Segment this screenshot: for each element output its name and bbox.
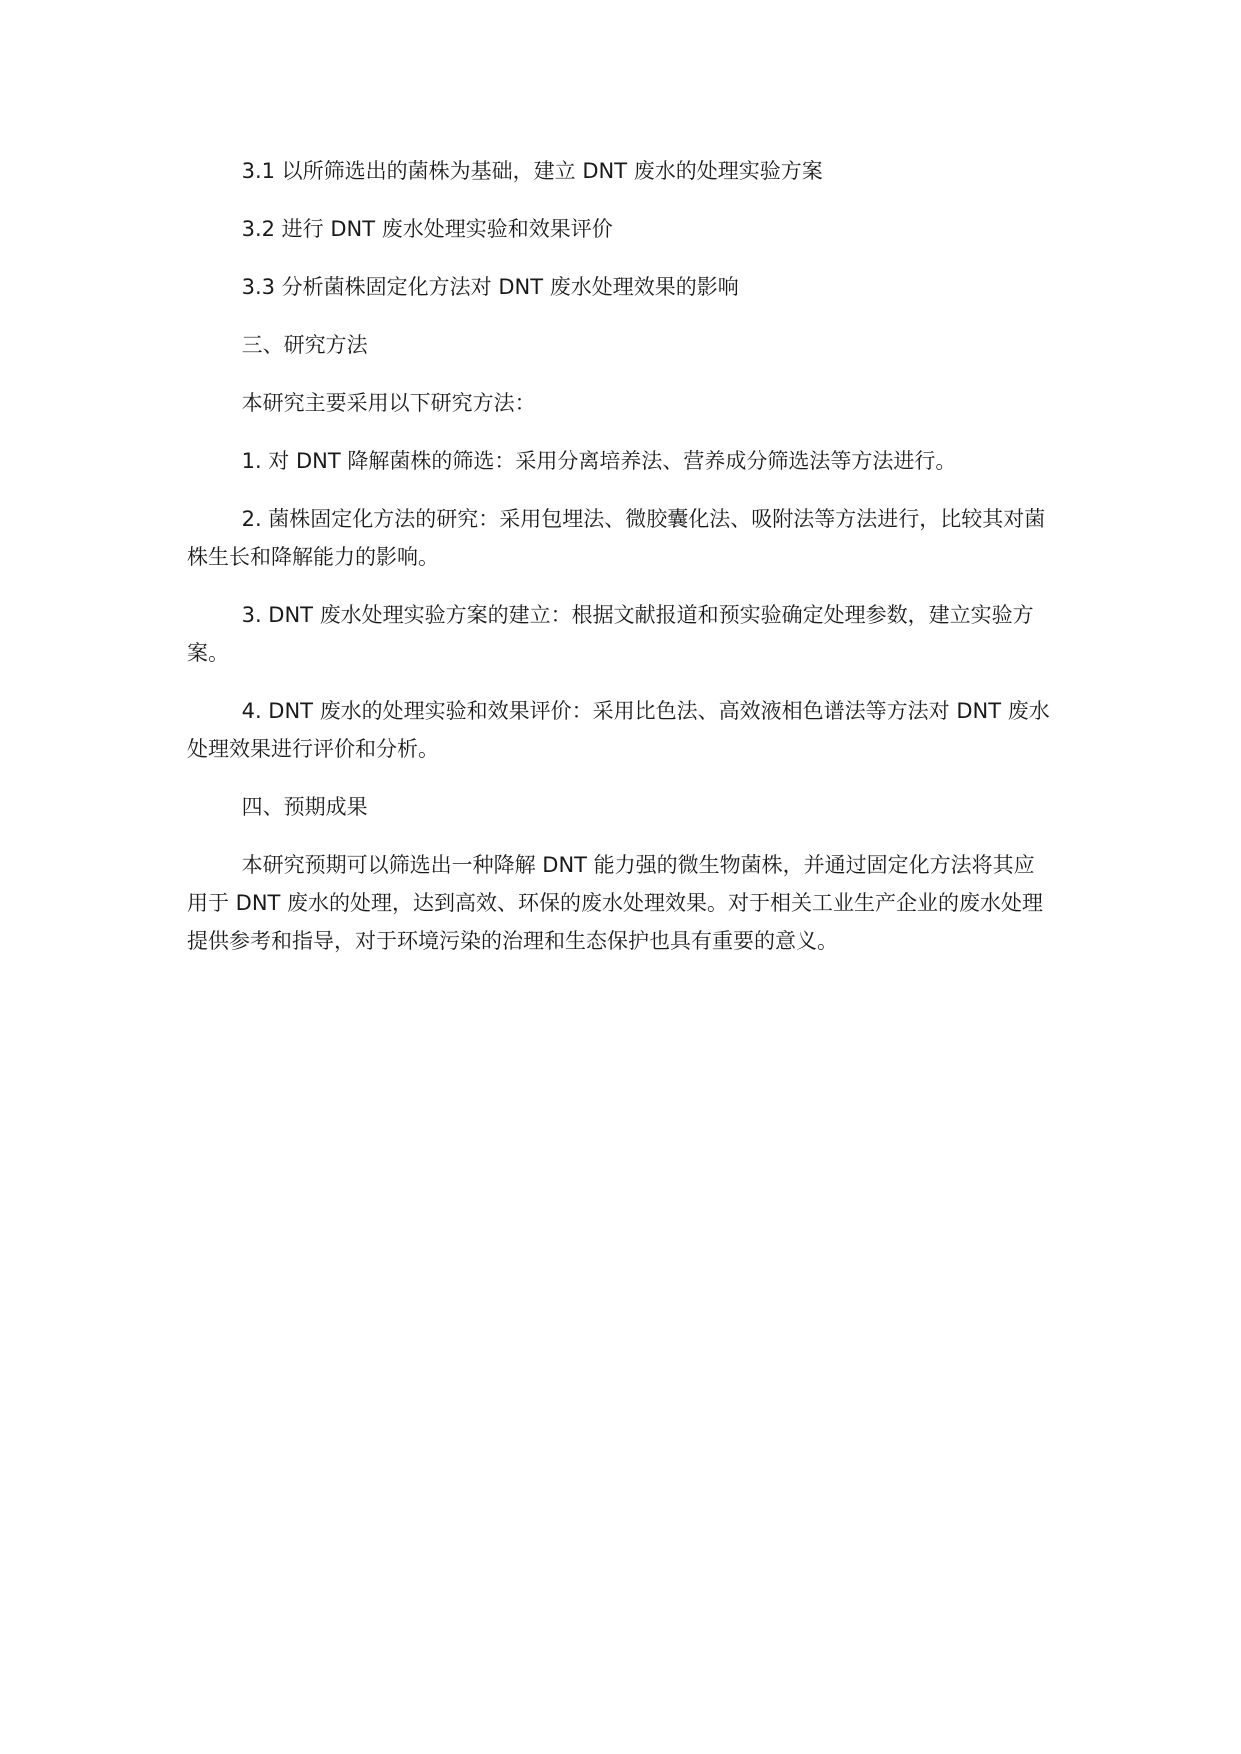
section-heading-outcomes: 四、预期成果 [241, 795, 368, 819]
paragraph-3-1: 3.1 以所筛选出的菌株为基础，建立 DNT 废水的处理实验方案 [241, 159, 823, 183]
method-item-4: 4. DNT 废水的处理实验和效果评价：采用比色法、高效液相色谱法等方法对 DNT 废水处理效果进行评价和分析。 [187, 699, 1050, 761]
paragraph-methods-intro: 本研究主要采用以下研究方法： [241, 391, 536, 415]
method-item-2: 2. 菌株固定化方法的研究：采用包埋法、微胶囊化法、吸附法等方法进行，比较其对菌株生长和降解能力的影响。 [187, 507, 1046, 569]
method-item-3: 3. DNT 废水处理实验方案的建立：根据文献报道和预实验确定处理参数，建立实验方案。 [187, 603, 1034, 665]
section-heading-methods: 三、研究方法 [241, 333, 368, 357]
document-body [187, 152, 1055, 980]
method-item-1: 1. 对 DNT 降解菌株的筛选：采用分离培养法、营养成分筛选法等方法进行。 [241, 449, 957, 473]
paragraph-3-3: 3.3 分析菌株固定化方法对 DNT 废水处理效果的影响 [241, 275, 739, 299]
paragraph-3-2: 3.2 进行 DNT 废水处理实验和效果评价 [241, 217, 613, 241]
paragraph-outcomes: 本研究预期可以筛选出一种降解 DNT 能力强的微生物菌株，并通过固定化方法将其应用于 DNT 废水的处理，达到高效、环保的废水处理效果。对于相关工业生产企业的废水处理提供参考和指导，对于环境污染的治理和生态保护也具有重要的意义。 [187, 853, 1044, 953]
